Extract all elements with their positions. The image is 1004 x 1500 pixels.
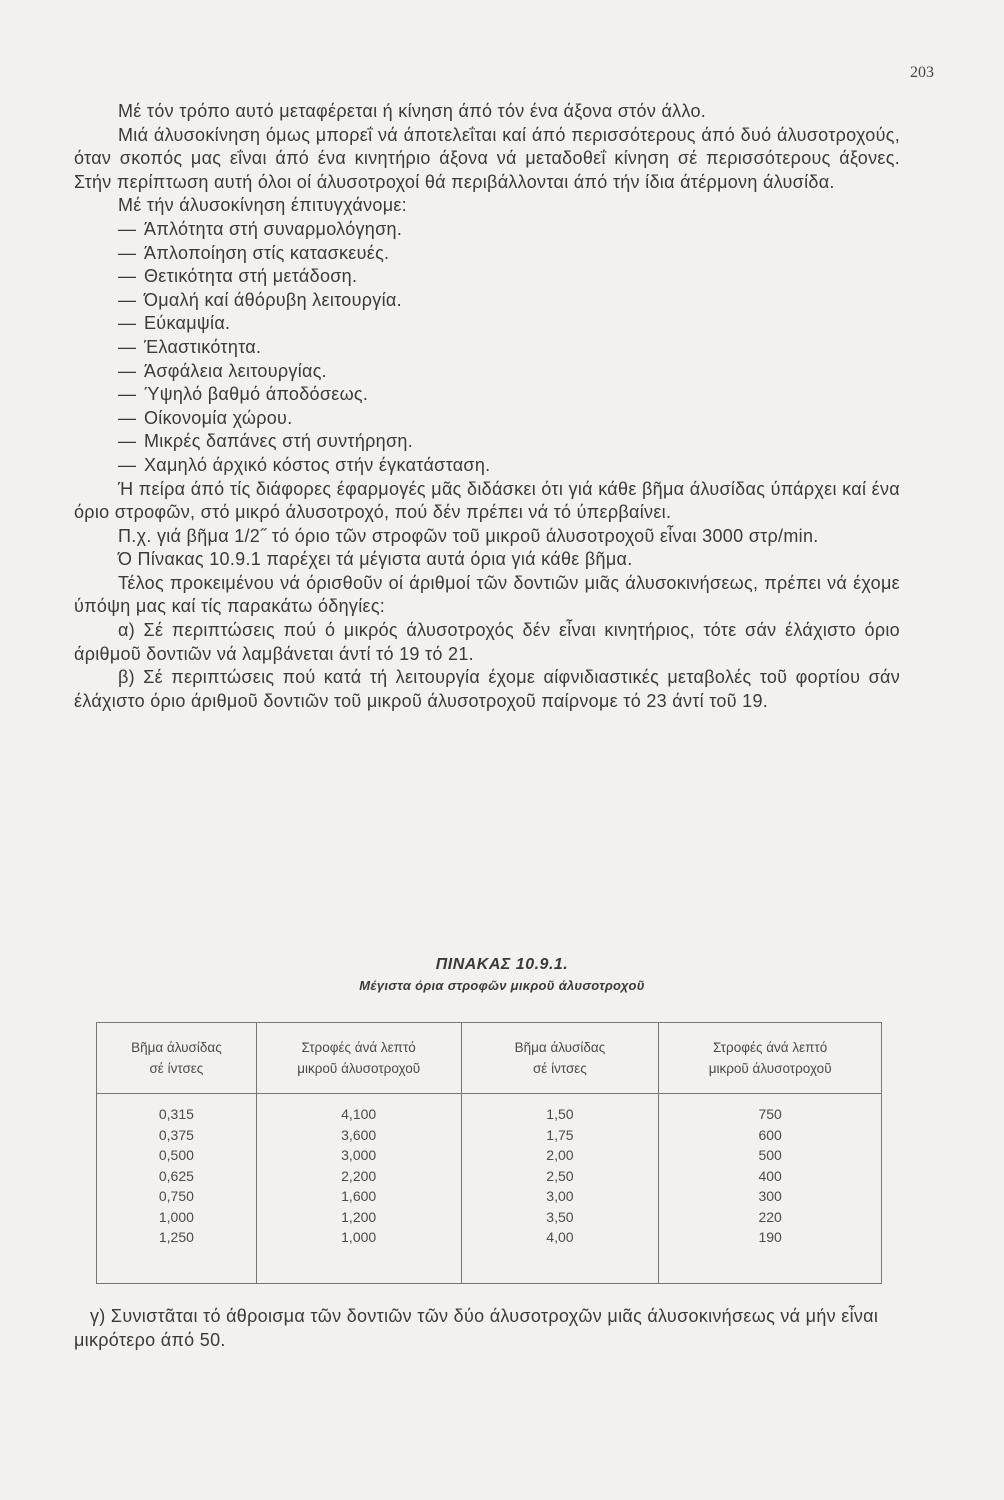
table-cell: 220 [758,1208,782,1225]
list-item [74,360,900,384]
table-cell: 0,750 [158,1188,194,1204]
table-cell: 3,000 [341,1147,377,1163]
list-item-text: Έλαστικότητα. [144,336,262,357]
dash-marker: — [118,360,137,381]
table-cell: 400 [758,1167,782,1184]
dash-marker: — [118,336,137,357]
dash-marker: — [118,266,137,287]
experience-paragraph: Ή πείρα άπό τίς διάφορες έφαρμογές μᾶς διδάσκει ότι γιά κάθε βῆμα άλυσίδας ύπάρχει καί ένα όριο στροφῶν, στό μικρό άλυσοτροχό, πού δέν πρέπει νά τό ύπερβαίνει. [74,478,900,523]
list-item-text: Άπλότητα στή συναρμολόγηση. [144,218,403,239]
dash-marker: — [118,384,137,405]
table-cell: 4,00 [546,1229,574,1245]
table-cell: 1,000 [158,1208,194,1225]
table-cell: 0,625 [158,1167,194,1184]
header-text: σέ ίντσες [149,1061,204,1076]
table-cell: 1,75 [546,1126,574,1143]
table-title: ΠΙΝΑΚΑΣ 10.9.1. [435,956,569,973]
closing-paragraph: γ) Συνιστᾶται τό άθροισμα τῶν δοντιῶν τῶν δύο άλυσοτροχῶν μιᾶς άλυσοκινήσεως νά μήν εἶναι μικρότερο άπό 50. [74,1306,879,1350]
table-cell: 1,600 [341,1188,377,1204]
table-cell: 2,50 [546,1167,574,1184]
list-item-text: Χαμηλό άρχικό κόστος στήν έγκατάσταση. [144,454,491,475]
table-cell: 0,500 [158,1147,194,1163]
benefit-list [74,218,900,478]
dash-marker: — [118,431,137,452]
list-item-text: Άπλοποίηση στίς κατασκευές. [144,242,390,263]
table-cell: 0,315 [158,1106,194,1122]
table-header-row [97,1023,882,1094]
rpm-b-column [659,1094,882,1284]
dash-marker: — [118,454,137,475]
table-cell: 500 [758,1147,782,1163]
list-item [74,265,900,289]
main-text [74,100,900,713]
list-item [74,289,900,313]
header-pitch-b [461,1023,659,1094]
header-text: σέ ίντσες [532,1061,587,1076]
list-item-text: Θετικότητα στή μετάδοση. [144,266,358,287]
list-item-text: Μικρές δαπάνες στή συντήρηση. [144,431,414,452]
intro-line: Μέ τόν τρόπο αυτό μεταφέρεται ή κίνηση άπό τόν ένα άξονα στόν άλλο. [118,101,707,121]
list-item [74,454,900,478]
list-item [74,218,900,242]
table-subtitle: Μέγιστα όρια στροφῶν μικροῦ άλυσοτροχοῦ [359,978,645,993]
table-cell: 300 [758,1188,782,1204]
list-item-text: Όμαλή καί άθόρυβη λειτουργία. [144,289,402,310]
rpm-a-column [256,1094,461,1284]
list-item-text: Άσφάλεια λειτουργίας. [144,360,327,381]
rule-a: α) Σέ περιπτώσεις πού ό μικρός άλυσοτροχός δέν εἶναι κινητήριος, τότε σάν έλάχιστο όριο άριθμοῦ δοντιῶν νά λαμβάνεται άντί τό 19 τό 21. [74,620,900,664]
page-number: 203 [910,64,934,81]
table-cell: 2,200 [341,1167,377,1184]
list-item [74,336,900,360]
table-cell: 1,000 [341,1229,377,1245]
list-item [74,242,900,266]
table-cell: 190 [758,1229,782,1245]
rpm-limits-table [96,1022,882,1284]
dash-marker: — [118,289,137,310]
table-cell: 1,250 [158,1229,194,1245]
header-text: Στροφές άνά λεπτό [712,1040,828,1055]
table-cell: 2,00 [546,1147,574,1163]
header-text: Βῆμα άλυσίδας [131,1040,222,1055]
header-rpm-a [256,1023,461,1094]
header-text: μικροῦ άλυσοτροχοῦ [708,1061,832,1076]
dash-marker: — [118,218,137,239]
header-pitch-a [97,1023,257,1094]
intro-paragraph: Μιά άλυσοκίνηση όμως μπορεΐ νά άποτελεΐται καί άπό περισσότερους άπό δυό άλυσοτροχούς, όταν σκοπός μας εΐναι άπό ένα κινητήριο άξονα νά μεταδοθεΐ κίνηση σέ περισσότερους άξονες. Στήν περίπτωση αυτή όλοι οί άλυσοτροχοί θά περιβάλλονται άπό τήν ίδια άτέρμονη άλυσίδα. [74,124,900,192]
table-cell: 600 [758,1126,782,1143]
header-text: μικροῦ άλυσοτροχοῦ [297,1061,421,1076]
dash-marker: — [118,407,137,428]
list-item-text: Οίκονομία χώρου. [144,407,293,428]
table-cell: 4,100 [341,1106,377,1122]
table-cell: 1,200 [341,1208,377,1225]
table-cell: 1,50 [546,1106,574,1122]
list-item [74,312,900,336]
list-item-text: Εύκαμψία. [144,313,231,334]
table-cell: 0,375 [158,1126,194,1143]
table-cell: 3,00 [546,1188,574,1204]
header-rpm-b [659,1023,882,1094]
table-cell: 3,600 [341,1126,377,1143]
pitch-a-column [97,1094,257,1284]
table-cell: 3,50 [546,1208,574,1225]
table-body-row [97,1094,882,1284]
list-item-text: Ύψηλό βαθμό άποδόσεως. [144,384,369,405]
list-item [74,407,900,431]
list-intro: Μέ τήν άλυσοκίνηση έπιτυγχάνομε: [118,195,407,216]
header-text: Στροφές άνά λεπτό [301,1040,416,1055]
dash-marker: — [118,313,137,334]
example-paragraph: Π.χ. γιά βῆμα 1/2˝ τό όριο τῶν στροφῶν τοῦ μικροῦ άλυσοτροχοῦ εἶναι 3000 στρ/min. [118,525,819,546]
list-item [74,383,900,407]
pitch-b-column [461,1094,659,1284]
header-text: Βῆμα άλυσίδας [514,1040,606,1055]
dash-marker: — [118,242,137,263]
table-reference: Ό Πίνακας 10.9.1 παρέχει τά μέγιστα αυτά όρια γιά κάθε βῆμα. [118,549,633,570]
rule-b: β) Σέ περιπτώσεις πού κατά τή λειτουργία έχομε αίφνιδιαστικές μεταβολές τοῦ φορτίου σάν έλάχιστο όριο άριθμοῦ δοντιῶν τοῦ μικροῦ άλυσοτροχοῦ παίρνομε τό 23 άντί τοῦ 19. [74,667,900,711]
teeth-intro: Τέλος προκειμένου νά όρισθοῦν οί άριθμοί τῶν δοντιῶν μιᾶς άλυσοκινήσεως, πρέπει νά έχομε ύπόψη μας καί τίς παρακάτω όδηγίες: [74,572,900,617]
list-item [74,430,900,454]
table-cell: 750 [758,1106,782,1122]
